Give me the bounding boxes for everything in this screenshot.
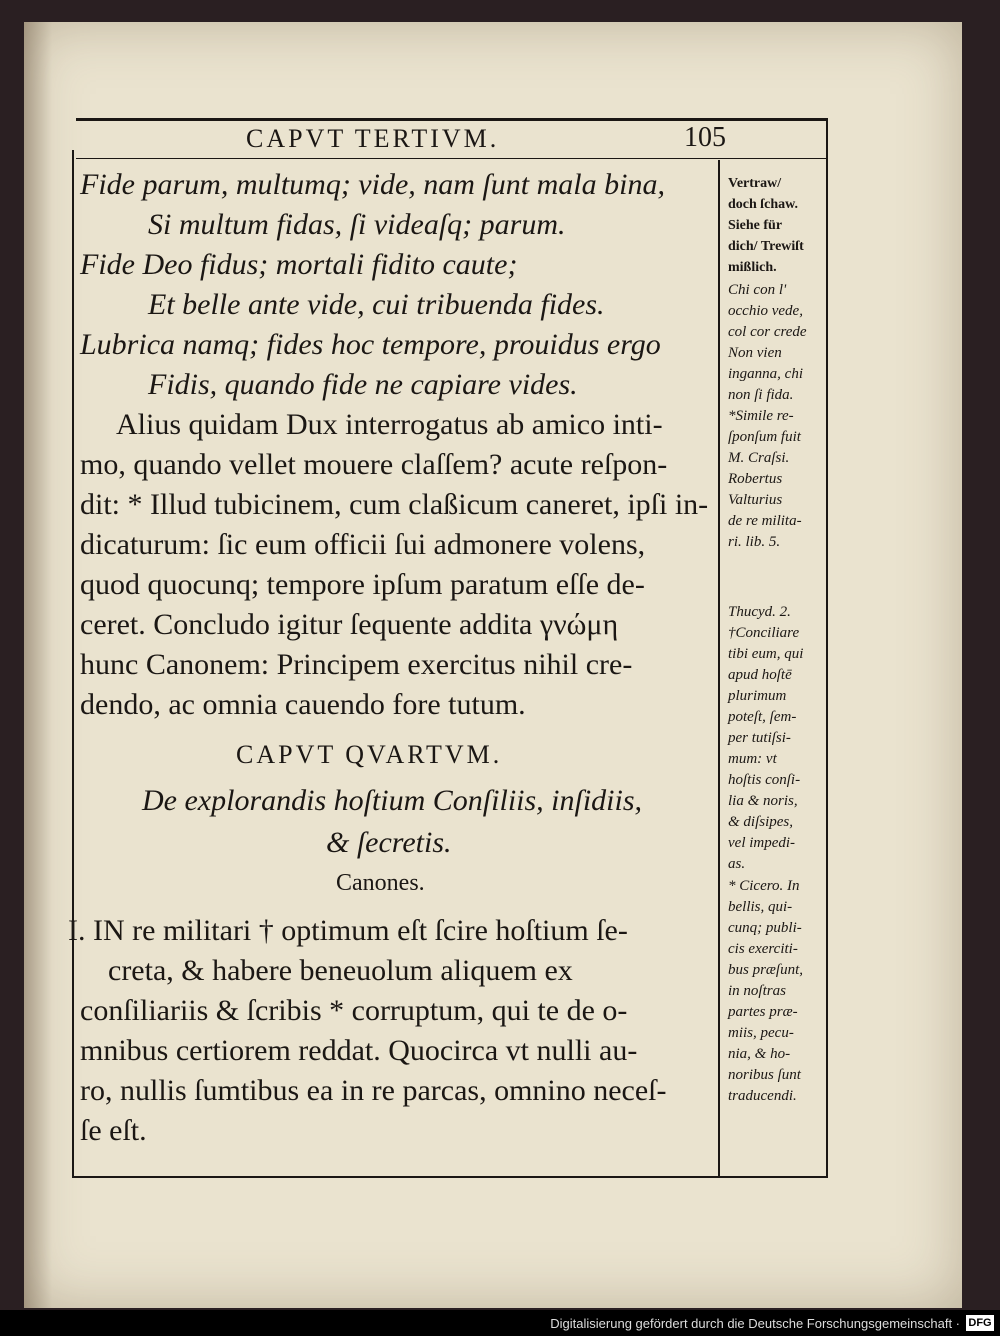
chapter-heading: CAPVT QVARTVM. [236, 740, 503, 769]
text-line: ceret. Concludo igitur ſequente addita γνώμη [80, 608, 619, 641]
margin-note-line: †Conciliare [728, 625, 800, 641]
margin-note-line: mißlich. [728, 260, 777, 275]
margin-note-line: Chi con l' [728, 282, 787, 298]
running-header [76, 118, 828, 158]
text-line: Alius quidam Dux interrogatus ab amico inti- [116, 408, 663, 441]
margin-note-line: in noſtras [728, 983, 786, 999]
text-line: Fide parum, multumq; vide, nam ſunt mala bina, [80, 168, 665, 201]
margin-note-line: traducendi. [728, 1088, 797, 1104]
margin-note-line: Siehe für [728, 218, 783, 233]
margin-note-line: tibi eum, qui [728, 646, 804, 662]
margin-note-line: per tutiſsi- [728, 730, 791, 746]
margin-note-line: Robertus [728, 471, 783, 487]
page-number: 105 [684, 122, 726, 153]
text-line: creta, & habere beneuolum aliquem ex [108, 954, 573, 987]
text-line: dendo, ac omnia cauendo fore tutum. [80, 688, 526, 721]
margin-note-line: miis, pecu- [728, 1025, 794, 1041]
margin-note-line: de re milita- [728, 513, 802, 529]
column-divider [718, 160, 720, 1176]
section-label: Canones. [336, 870, 425, 896]
margin-note-line: mum: vt [728, 751, 777, 767]
margin-note-line: plurimum [728, 688, 787, 704]
text-line: dicaturum: ſic eum officii ſui admonere volens, [80, 528, 646, 561]
dfg-logo: DFG [966, 1315, 994, 1331]
text-line: conſiliariis & ſcribis * corruptum, qui te de o- [80, 994, 628, 1027]
chapter-subtitle: De explorandis hoſtium Conſiliis, inſidiis, [142, 784, 643, 817]
margin-note-line: ri. lib. 5. [728, 534, 781, 550]
text-line: I. IN re militari † optimum eſt ſcire hoſtium ſe- [68, 914, 628, 947]
text-line: hunc Canonem: Principem exercitus nihil cre- [80, 648, 633, 681]
margin-note-line: bellis, qui- [728, 899, 793, 915]
margin-note-line: cunq; publi- [728, 920, 802, 936]
margin-note-line: M. Craſsi. [728, 450, 790, 466]
funding-notice: Digitalisierung gefördert durch die Deutsche Forschungsgemeinschaft · [550, 1316, 960, 1331]
left-rule [72, 150, 74, 1178]
chapter-subtitle: & ſecretis. [326, 826, 452, 859]
margin-note-line: col cor crede [728, 324, 807, 340]
margin-note-line: Valturius [728, 492, 783, 508]
text-line: Lubrica namq; fides hoc tempore, prouidus ergo [80, 328, 661, 361]
margin-note-line: *Simile re- [728, 408, 794, 424]
text-line: Fidis, quando fide ne capiare vides. [148, 368, 578, 401]
margin-note-line: hoſtis conſi- [728, 772, 801, 788]
margin-note-line: Non vien [728, 345, 782, 361]
margin-note-line: as. [728, 856, 746, 872]
margin-note-line: ſponſum fuit [728, 429, 801, 445]
text-line: Si multum fidas, ſi videaſq; parum. [148, 208, 566, 241]
margin-note-line: lia & noris, [728, 793, 798, 809]
margin-note-line: cis exerciti- [728, 941, 798, 957]
text-line: mo, quando vellet mouere claſſem? acute reſpon- [80, 448, 668, 481]
margin-note-line: poteſt, ſem- [728, 709, 797, 725]
text-line: ſe eſt. [80, 1114, 147, 1147]
margin-note-line: nia, & ho- [728, 1046, 791, 1062]
header-underline [76, 158, 828, 159]
running-title: CAPVT TERTIVM. [246, 124, 500, 153]
bottom-rule [72, 1176, 828, 1178]
margin-note-line: dich/ Trewiſt [728, 239, 804, 254]
margin-note-line: bus præſunt, [728, 962, 804, 978]
text-line: mnibus certiorem reddat. Quocirca vt nulli au- [80, 1034, 638, 1067]
margin-note-line: doch ſchaw. [728, 197, 799, 212]
text-line: ro, nullis ſumtibus ea in re parcas, omnino neceſ- [80, 1074, 667, 1107]
margin-note-line: partes præ- [728, 1004, 798, 1020]
margin-note-line: inganna, chi [728, 366, 803, 382]
margin-note-line: Thucyd. 2. [728, 604, 791, 620]
text-line: Fide Deo fidus; mortali fidito caute; [80, 248, 518, 281]
margin-note-line: non ſi fida. [728, 387, 794, 403]
margin-note-line: & diſsipes, [728, 814, 794, 830]
margin-note-line: Vertraw/ [728, 176, 782, 191]
text-line: quod quocunq; tempore ipſum paratum eſſe de- [80, 568, 645, 601]
margin-note-line: occhio vede, [728, 303, 803, 319]
digitization-footer [0, 1310, 1000, 1336]
text-line: dit: * Illud tubicinem, cum claßicum caneret, ipſi in- [80, 488, 709, 521]
margin-note-line: vel impedi- [728, 835, 796, 851]
text-line: Et belle ante vide, cui tribuenda fides. [148, 288, 605, 321]
margin-note-line: apud hoſtē [728, 667, 792, 683]
margin-note-line: * Cicero. In [728, 878, 800, 894]
right-rule [826, 120, 828, 1176]
margin-note-line: noribus ſunt [728, 1067, 801, 1083]
